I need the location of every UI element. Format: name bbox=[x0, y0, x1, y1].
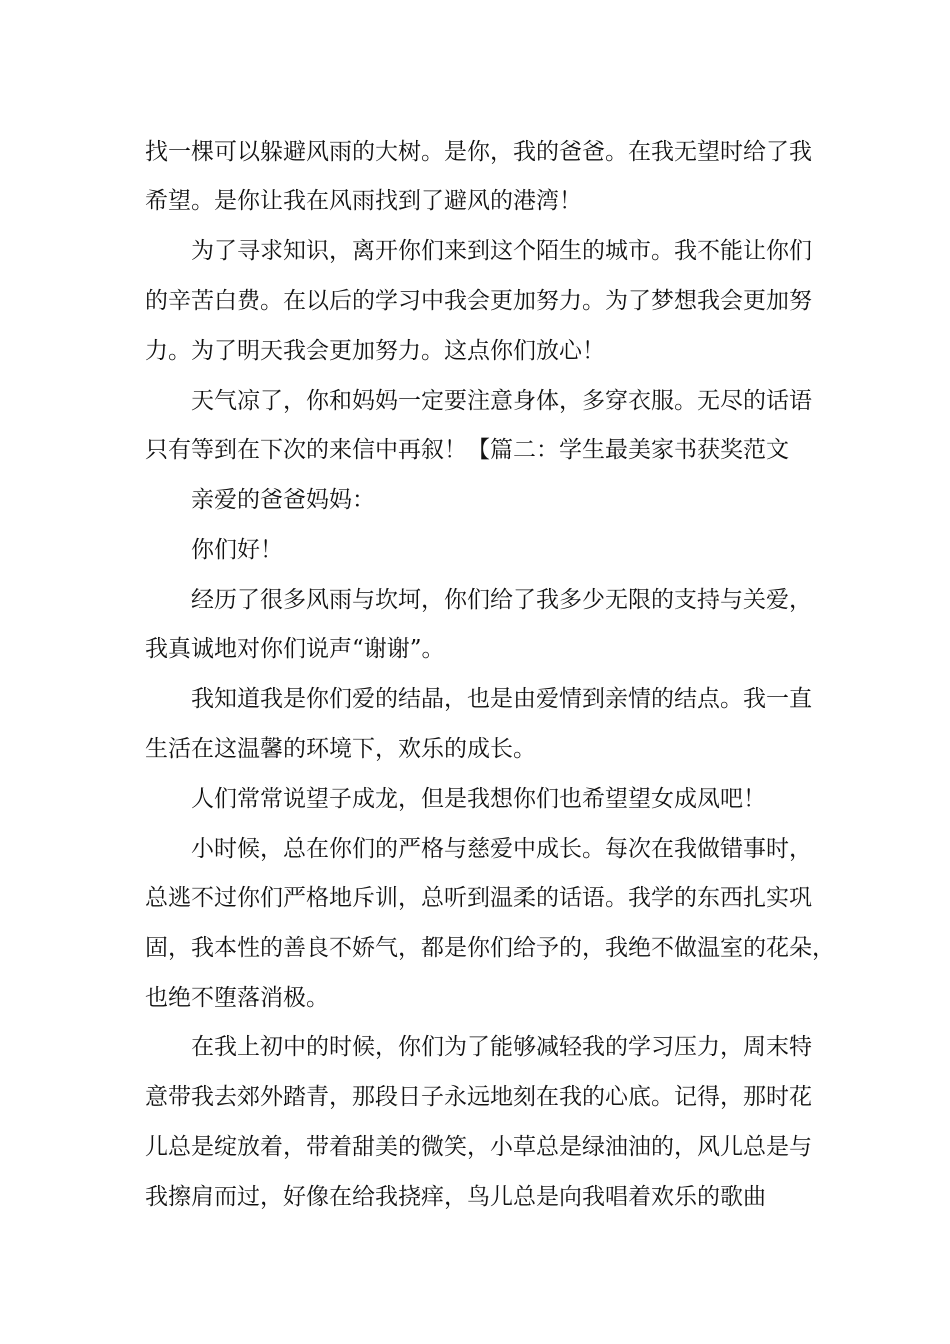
text-line: 在我上初中的时候，你们为了能够减轻我的学习压力，周末特 bbox=[191, 1034, 812, 1060]
text-line: 亲爱的爸爸妈妈： bbox=[191, 487, 375, 513]
text-line: 也绝不堕落消极。 bbox=[145, 985, 329, 1011]
text-line: 固，我本性的善良不娇气，都是你们给予的，我绝不做温室的花朵， bbox=[145, 935, 835, 961]
text-line: 总逃不过你们严格地斥训，总听到温柔的话语。我学的东西扎实巩 bbox=[145, 885, 812, 911]
text-line: 你们好！ bbox=[191, 537, 283, 563]
text-line: 力。为了明天我会更加努力。这点你们放心！ bbox=[145, 338, 605, 364]
text-line: 人们常常说望子成龙，但是我想你们也希望望女成凤吧！ bbox=[191, 786, 766, 812]
text-line: 我真诚地对你们说声“谢谢”。 bbox=[145, 636, 445, 662]
text-line: 我擦肩而过，好像在给我挠痒，鸟儿总是向我唱着欢乐的歌曲 bbox=[145, 1184, 766, 1210]
text-line: 意带我去郊外踏青，那段日子永远地刻在我的心底。记得，那时花 bbox=[145, 1084, 812, 1110]
text-line: 我知道我是你们爱的结晶，也是由爱情到亲情的结点。我一直 bbox=[191, 686, 812, 712]
text-line: 希望。是你让我在风雨找到了避风的港湾！ bbox=[145, 188, 582, 214]
text-line: 生活在这温馨的环境下，欢乐的成长。 bbox=[145, 736, 536, 762]
text-line: 只有等到在下次的来信中再叙！【篇二：学生最美家书获奖范文 bbox=[145, 437, 789, 463]
text-line: 儿总是绽放着，带着甜美的微笑，小草总是绿油油的，风儿总是与 bbox=[145, 1134, 812, 1160]
text-line: 找一棵可以躲避风雨的大树。是你，我的爸爸。在我无望时给了我 bbox=[145, 139, 812, 165]
text-line: 经历了很多风雨与坎坷，你们给了我多少无限的支持与关爱， bbox=[191, 587, 812, 613]
text-line: 小时候，总在你们的严格与慈爱中成长。每次在我做错事时， bbox=[191, 836, 812, 862]
text-line: 为了寻求知识，离开你们来到这个陌生的城市。我不能让你们 bbox=[191, 238, 812, 264]
text-line: 的辛苦白费。在以后的学习中我会更加努力。为了梦想我会更加努 bbox=[145, 288, 812, 314]
text-line: 天气凉了，你和妈妈一定要注意身体，多穿衣服。无尽的话语 bbox=[191, 388, 812, 414]
